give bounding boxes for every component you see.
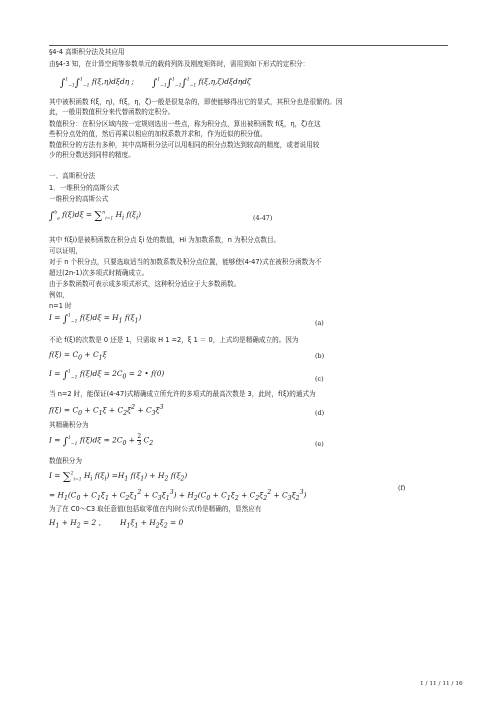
top-rule <box>49 45 448 46</box>
equation-b: $f(\xi) = C_0 + C_1\xi$ <box>49 350 107 362</box>
paragraph: 其中被积函数 f(ξ，η)，f(ξ，η，ζ)一般是很复杂的，即使能够得出它的显式，其积分也是很繁的。因 <box>49 98 343 106</box>
paragraph: 数值积分为 <box>49 457 82 465</box>
equation-a: I = ∫$^1_{-1}$ $f(\xi)d\xi = H_1$ $f(\xi_1)$ <box>49 313 142 325</box>
paragraph: 由于多数函数可表示成多项式形式，这种积分适应于大多数函数。 <box>49 280 241 288</box>
equation-number: (b) <box>315 352 325 360</box>
paragraph: 例如， <box>49 291 69 299</box>
equation-number: (a) <box>315 319 324 327</box>
paragraph: n=1 时 <box>49 302 72 310</box>
equation-c: I = ∫$^1_{-1}$ $f(\xi)d\xi = 2C_0 = 2$ • f(0) <box>49 369 165 381</box>
paragraph: 少的积分数达到同样的精度。 <box>49 151 135 159</box>
paragraph: 对于 n 个积分点，只要选取适当的加数系数及积分点位置，能够使(4-47)式在被积分函数为不 <box>49 258 322 266</box>
equation-number: (e) <box>315 440 324 448</box>
paragraph: 数值积分的方法有多种，其中高斯积分法可以用相同的积分点数达到较高的精度，或者说用较 <box>49 141 320 149</box>
equation-e: I = ∫$^1_{-1}$ $f(\xi)d\xi = 2C_0$ + $\frac{2}{3}$ $C_2$ <box>49 433 154 448</box>
heading: 一维积分的高斯公式 <box>49 195 109 203</box>
equation-number: (4-47) <box>253 214 273 222</box>
equation-number: (d) <box>315 409 325 417</box>
paragraph: 超过(2n-1)次多项式时精确成立。 <box>49 269 149 277</box>
equation-g1: $H_1 + H_2 = 2$ , <box>49 518 101 530</box>
equation-d: $f(\xi) = C_0 + C_1\xi + C_2\xi^2 + C_3\xi^3$ <box>49 404 164 417</box>
equation-number: (f) <box>398 484 406 492</box>
paragraph: 其精确积分为 <box>49 421 89 429</box>
intro-text: 由§4-3 知，在计算空间等参数单元的载荷列阵及刚度矩阵时，需用到如下形式的定积分： <box>49 60 310 68</box>
equation-triple-integral: ∫$^1_{-1}$∫$^1_{-1}$∫$^1_{-1}$ f(ξ,η,ζ)dξdηdζ <box>152 77 251 89</box>
paragraph: 其中 f(ξi)是被积函数在积分点 ξi 处的数值，Hi 为加数系数，n 为积分点数目。 <box>49 236 281 244</box>
heading: 1．一维积分的高斯公式 <box>49 184 120 192</box>
paragraph: 当 n=2 时，能保证(4-47)式精确成立所允许的多项式的最高次数是 3，此时，f(ξ)的通式为 <box>49 390 316 398</box>
heading: 一、高斯积分法 <box>49 172 96 180</box>
paragraph: 可以证明， <box>49 247 82 255</box>
equation-gauss-formula: ∫$^b_a$ f(ξ)dξ = ∑$^n_{i=1}$ $H_i$ $f(\xi_i)$ <box>49 209 141 222</box>
paragraph: 数值积分：在积分区域内按一定规则选出一些点，称为积分点，算出被积函数 f(ξ，η，ζ)在这 <box>49 120 321 128</box>
section-title: §4-4 高斯积分法及其应用 <box>49 48 125 56</box>
equation-double-integral: ∫$^1_{-1}$∫$^1_{-1}$ f(ξ,η)dξdη ; <box>60 77 134 89</box>
paragraph: 为了在 C0～C3 取任意值(包括取零值在内)时公式(f)是精确的，显然应有 <box>49 505 262 513</box>
equation-number: (c) <box>315 375 324 383</box>
page-number: 1 / 11 / 11 / 16 <box>420 681 463 687</box>
equation-g2: $H_1\xi_1 + H_2\xi_2 = 0$ <box>120 518 184 530</box>
equation-f-line2: = $H_1(C_0 + C_1\xi_1 + C_2\xi_1^2 + C_3\xi_1^3) + H_2(C_0 + C_1\xi_2 + C_2\xi_2^2 + C_3\xi_2^3)$ <box>49 489 307 502</box>
equation-f-line1: I = ∑$^2_{i=1}$ $H_i$ $f(\xi_i) =H_1$ $f(\xi_1) + H_2$ $f(\xi_2)$ <box>49 470 188 483</box>
paragraph: 此，一般用数值积分来代替函数的定积分。 <box>49 108 175 116</box>
paragraph: 不论 f(ξ)的次数是 0 还是 1，只需取 H 1 =2，ξ 1 ＝ 0，上式均是精确成立的。因为 <box>49 336 299 344</box>
paragraph: 些积分点处的值，然后再乘以相应的加权系数并求和，作为近似的积分值。 <box>49 130 267 138</box>
